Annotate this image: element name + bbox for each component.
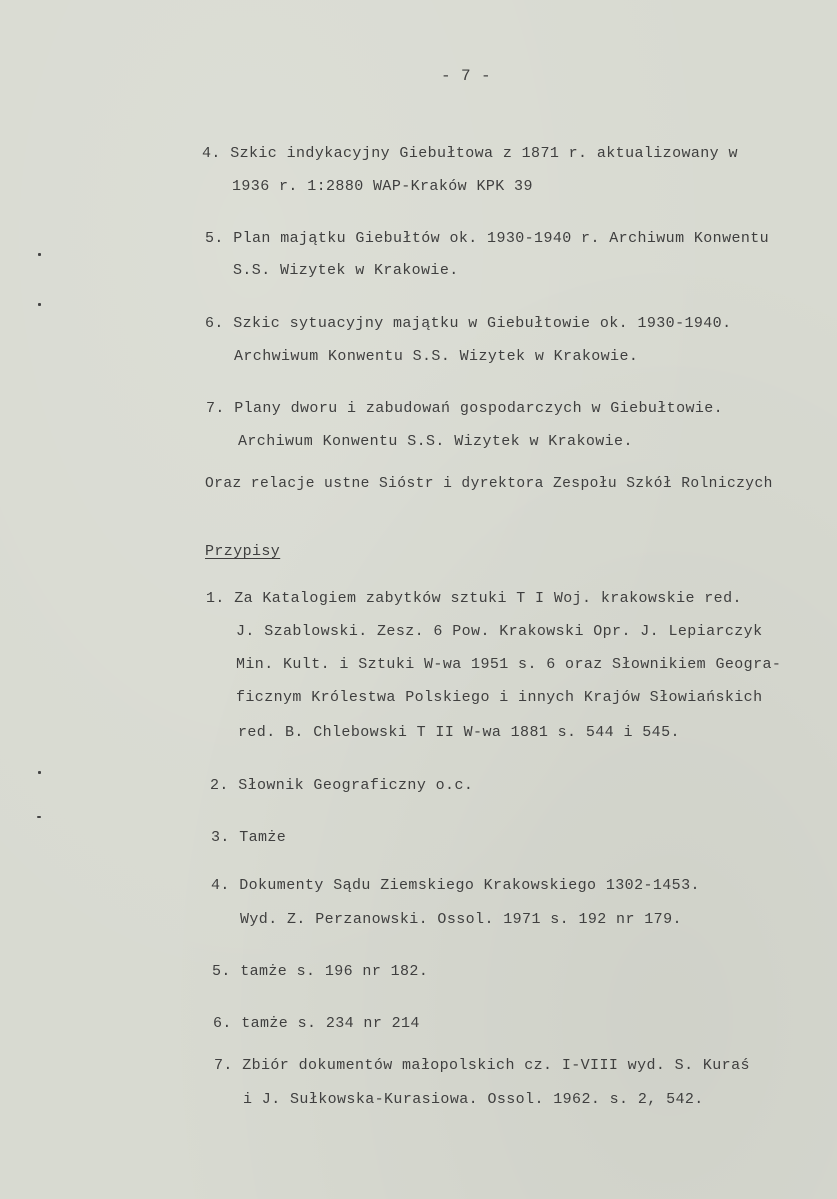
- footnote-4-line-2: Wyd. Z. Perzanowski. Ossol. 1971 s. 192 nr 179.: [240, 911, 682, 928]
- scan-speck: [37, 816, 41, 818]
- footnote-4-line-1: 4. Dokumenty Sądu Ziemskiego Krakowskiego 1302-1453.: [211, 877, 700, 894]
- source-item-4-line-2: 1936 r. 1:2880 WAP-Kraków KPK 39: [232, 178, 533, 195]
- footnote-7-line-1: 7. Zbiór dokumentów małopolskich cz. I-VIII wyd. S. Kuraś: [214, 1057, 750, 1074]
- footnote-5: 5. tamże s. 196 nr 182.: [212, 963, 429, 980]
- source-item-6-line-1: 6. Szkic sytuacyjny majątku w Giebułtowie ok. 1930-1940.: [205, 315, 732, 332]
- page-number: - 7 -: [441, 67, 492, 85]
- source-item-7-line-2: Archiwum Konwentu S.S. Wizytek w Krakowie.: [238, 433, 633, 450]
- footnotes-heading: Przypisy: [205, 543, 281, 560]
- source-item-5-line-2: S.S. Wizytek w Krakowie.: [233, 262, 459, 279]
- source-item-6-line-2: Archwiwum Konwentu S.S. Wizytek w Krakowie.: [234, 348, 639, 365]
- scan-speck: [38, 253, 41, 256]
- footnote-2: 2. Słownik Geograficzny o.c.: [210, 777, 474, 794]
- footnote-1-line-2: J. Szablowski. Zesz. 6 Pow. Krakowski Opr. J. Lepiarczyk: [236, 623, 763, 640]
- footnote-3: 3. Tamże: [211, 829, 287, 846]
- source-item-7-line-1: 7. Plany dworu i zabudowań gospodarczych w Giebułtowie.: [206, 400, 724, 417]
- scan-speck: [38, 771, 41, 774]
- source-item-5-line-1: 5. Plan majątku Giebułtów ok. 1930-1940 r. Archiwum Konwentu: [205, 230, 770, 247]
- footnote-1-line-1: 1. Za Katalogiem zabytków sztuki T I Woj. krakowskie red.: [206, 590, 742, 607]
- footnote-6: 6. tamże s. 234 nr 214: [213, 1015, 420, 1032]
- scan-speck: [38, 303, 41, 306]
- closing-note: Oraz relacje ustne Sióstr i dyrektora Zespołu Szkół Rolniczych: [205, 476, 773, 492]
- footnote-1-line-4: ficznym Królestwa Polskiego i innych Krajów Słowiańskich: [236, 689, 763, 706]
- footnote-7-line-2: i J. Sułkowska-Kurasiowa. Ossol. 1962. s. 2, 542.: [243, 1091, 704, 1108]
- footnote-1-line-5: red. B. Chlebowski T II W-wa 1881 s. 544 i 545.: [238, 724, 680, 741]
- footnote-1-line-3: Min. Kult. i Sztuki W-wa 1951 s. 6 oraz Słownikiem Geogra-: [236, 656, 782, 673]
- source-item-4-line-1: 4. Szkic indykacyjny Giebułtowa z 1871 r. aktualizowany w: [202, 145, 738, 162]
